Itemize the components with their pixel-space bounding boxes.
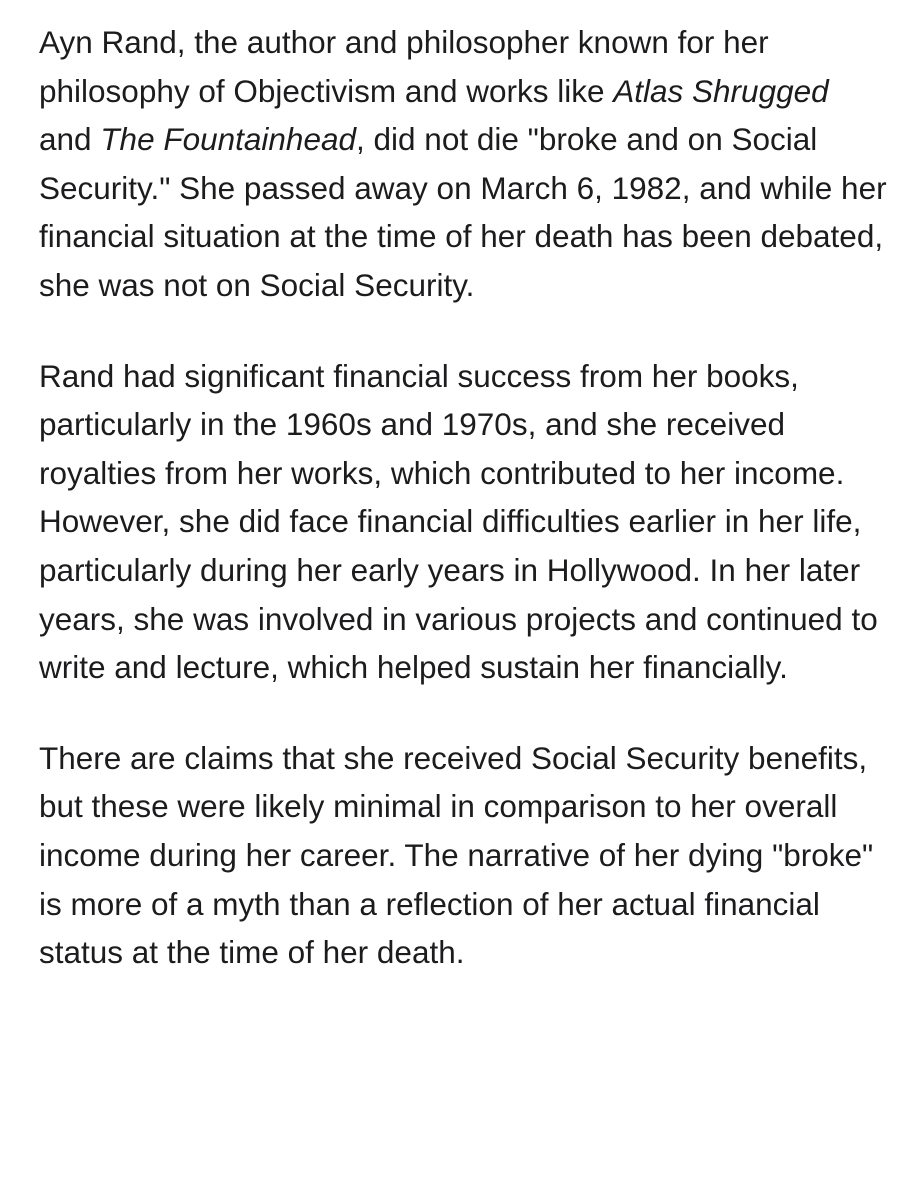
book-title-the-fountainhead: The Fountainhead: [100, 121, 357, 158]
paragraph-1-text-3: , did not die "broke and on Social Security." She passed away on March 6, 1982, and while her financial situation at the time of her death has been debated, she was not on Social Security.: [39, 121, 887, 303]
book-title-atlas-shrugged: Atlas Shrugged: [613, 72, 829, 109]
paragraph-1: [39, 18, 889, 310]
paragraph-1-text-2: and: [39, 121, 101, 158]
message-body: [39, 18, 889, 977]
paragraph-3-text: There are claims that she received Social Security benefits, but these were likely minimal in comparison to her overall income during her career. The narrative of her dying "broke" is more of a myth than a reflection of her actual financial status at the time of her death.: [39, 739, 874, 971]
paragraph-2-text: Rand had significant financial success from her books, particularly in the 1960s and 1970s, and she received royalties from her works, which contributed to her income. However, she did face financial difficulties earlier in her life, particularly during her early years in Hollywood. In her later years, she was involved in various projects and continued to write and lecture, which helped sustain her financially.: [39, 357, 878, 686]
paragraph-1-text-1: Ayn Rand, the author and philosopher known for her philosophy of Objectivism and works like: [39, 24, 769, 109]
paragraph-2: [39, 352, 889, 692]
paragraph-3: [39, 734, 889, 977]
